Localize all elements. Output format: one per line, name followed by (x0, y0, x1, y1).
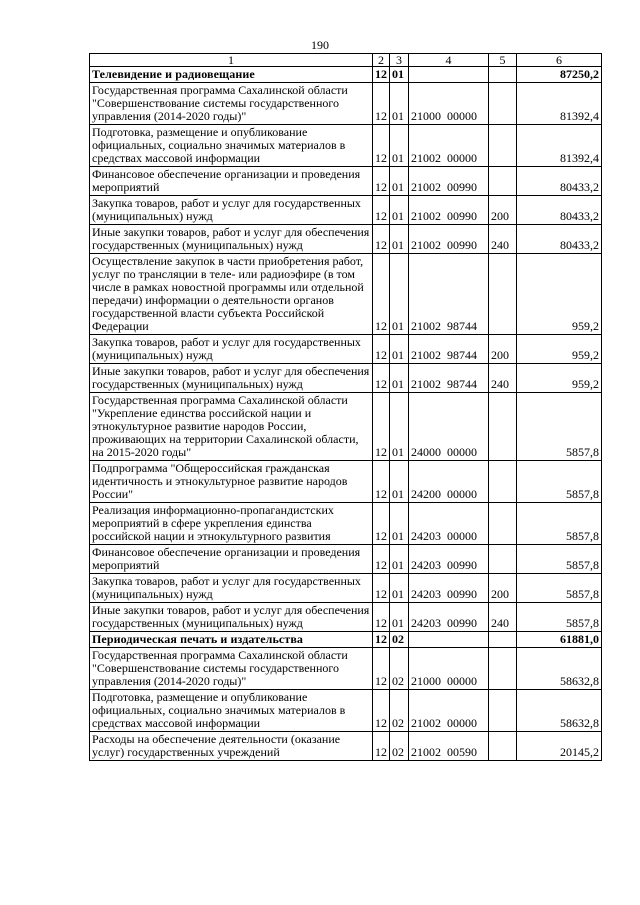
section-code-cell: 12 (373, 364, 390, 393)
amount-cell: 5857,8 (517, 545, 602, 574)
expense-name-cell: Подготовка, размещение и опубликование официальных, социально значимых материалов в средствах массовой информации (90, 690, 373, 732)
column-header-6: 6 (517, 54, 602, 67)
column-header-1: 1 (90, 54, 373, 67)
section-code-cell: 12 (373, 225, 390, 254)
target-article-cell: 21002 00990 (409, 196, 489, 225)
expense-type-cell (489, 125, 517, 167)
target-article-cell: 21002 00990 (409, 167, 489, 196)
table-row (90, 225, 602, 254)
table-row (90, 393, 602, 461)
section-code-cell: 12 (373, 503, 390, 545)
subsection-code-cell: 02 (390, 632, 409, 648)
expense-name-cell: Периодическая печать и издательства (90, 632, 373, 648)
amount-cell: 81392,4 (517, 83, 602, 125)
target-article-cell: 21002 98744 (409, 335, 489, 364)
subsection-code-cell: 01 (390, 545, 409, 574)
expense-type-cell: 240 (489, 225, 517, 254)
subsection-code-cell: 01 (390, 254, 409, 335)
table-row (90, 690, 602, 732)
table-row (90, 461, 602, 503)
table-row (90, 503, 602, 545)
target-article-cell: 21002 00000 (409, 690, 489, 732)
page-number: 190 (311, 38, 329, 52)
expense-type-cell: 200 (489, 574, 517, 603)
target-article-cell: 24200 00000 (409, 461, 489, 503)
section-code-cell: 12 (373, 574, 390, 603)
section-code-cell: 12 (373, 648, 390, 690)
table-row (90, 196, 602, 225)
target-article-cell (409, 632, 489, 648)
target-article-cell: 24203 00990 (409, 603, 489, 632)
table-row (90, 603, 602, 632)
expense-name-cell: Подпрограмма "Общероссийская гражданская идентичность и этнокультурное развитие народов России" (90, 461, 373, 503)
expense-name-cell: Закупка товаров, работ и услуг для государственных (муниципальных) нужд (90, 335, 373, 364)
table-row (90, 125, 602, 167)
amount-cell: 80433,2 (517, 196, 602, 225)
expense-name-cell: Государственная программа Сахалинской области "Совершенствование системы государственного управления (2014-2020 годы)" (90, 83, 373, 125)
table-row (90, 83, 602, 125)
subsection-code-cell: 01 (390, 67, 409, 83)
target-article-cell: 21002 98744 (409, 254, 489, 335)
section-code-cell: 12 (373, 632, 390, 648)
expense-type-cell (489, 632, 517, 648)
section-code-cell: 12 (373, 67, 390, 83)
amount-cell: 5857,8 (517, 503, 602, 545)
expense-name-cell: Государственная программа Сахалинской области "Укрепление единства российской нации и этнокультурное развитие народов России, проживающих на территории Сахалинской области, на 2015-2020 годы" (90, 393, 373, 461)
target-article-cell: 21002 98744 (409, 364, 489, 393)
section-code-cell: 12 (373, 603, 390, 632)
section-code-cell: 12 (373, 196, 390, 225)
subsection-code-cell: 01 (390, 225, 409, 254)
section-code-cell: 12 (373, 335, 390, 364)
section-code-cell: 12 (373, 254, 390, 335)
expense-name-cell: Осуществление закупок в части приобретения работ, услуг по трансляции в теле- или радиоэфире (в том числе в рамках новостной программы или отдельной передачи) информации о деятельности органов государственной власти субъекта Российской Федерации (90, 254, 373, 335)
section-code-cell: 12 (373, 167, 390, 196)
amount-cell: 5857,8 (517, 461, 602, 503)
subsection-code-cell: 01 (390, 196, 409, 225)
expense-name-cell: Иные закупки товаров, работ и услуг для обеспечения государственных (муниципальных) нужд (90, 603, 373, 632)
amount-cell: 5857,8 (517, 603, 602, 632)
subsection-code-cell: 02 (390, 648, 409, 690)
expense-type-cell: 200 (489, 335, 517, 364)
target-article-cell: 21000 00000 (409, 83, 489, 125)
target-article-cell: 21002 00990 (409, 225, 489, 254)
expense-name-cell: Телевидение и радиовещание (90, 67, 373, 83)
column-header-4: 4 (409, 54, 489, 67)
budget-table (89, 53, 602, 761)
expense-type-cell: 240 (489, 364, 517, 393)
table-row (90, 545, 602, 574)
subsection-code-cell: 01 (390, 364, 409, 393)
expense-type-cell (489, 393, 517, 461)
target-article-cell: 24203 00000 (409, 503, 489, 545)
amount-cell: 87250,2 (517, 67, 602, 83)
target-article-cell: 24203 00990 (409, 574, 489, 603)
target-article-cell: 21002 00590 (409, 732, 489, 761)
target-article-cell: 21002 00000 (409, 125, 489, 167)
expense-type-cell (489, 67, 517, 83)
table-row (90, 335, 602, 364)
amount-cell: 20145,2 (517, 732, 602, 761)
subsection-code-cell: 01 (390, 335, 409, 364)
amount-cell: 959,2 (517, 335, 602, 364)
expense-type-cell (489, 83, 517, 125)
target-article-cell: 21000 00000 (409, 648, 489, 690)
section-code-cell: 12 (373, 83, 390, 125)
amount-cell: 61881,0 (517, 632, 602, 648)
table-row (90, 648, 602, 690)
expense-type-cell (489, 690, 517, 732)
amount-cell: 5857,8 (517, 393, 602, 461)
subsection-code-cell: 01 (390, 167, 409, 196)
amount-cell: 58632,8 (517, 690, 602, 732)
expense-type-cell (489, 254, 517, 335)
expense-name-cell: Государственная программа Сахалинской области "Совершенствование системы государственного управления (2014-2020 годы)" (90, 648, 373, 690)
expense-type-cell (489, 167, 517, 196)
section-code-cell: 12 (373, 393, 390, 461)
expense-name-cell: Расходы на обеспечение деятельности (оказание услуг) государственных учреждений (90, 732, 373, 761)
subsection-code-cell: 01 (390, 503, 409, 545)
expense-name-cell: Закупка товаров, работ и услуг для государственных (муниципальных) нужд (90, 196, 373, 225)
expense-type-cell (489, 648, 517, 690)
section-code-cell: 12 (373, 545, 390, 574)
target-article-cell: 24203 00990 (409, 545, 489, 574)
column-header-3: 3 (390, 54, 409, 67)
subsection-code-cell: 02 (390, 690, 409, 732)
section-code-cell: 12 (373, 732, 390, 761)
section-total-row (90, 67, 602, 83)
section-total-row (90, 632, 602, 648)
table-row (90, 732, 602, 761)
expense-name-cell: Подготовка, размещение и опубликование официальных, социально значимых материалов в средствах массовой информации (90, 125, 373, 167)
subsection-code-cell: 01 (390, 603, 409, 632)
subsection-code-cell: 01 (390, 83, 409, 125)
expense-type-cell (489, 461, 517, 503)
amount-cell: 80433,2 (517, 225, 602, 254)
table-row (90, 574, 602, 603)
amount-cell: 58632,8 (517, 648, 602, 690)
section-code-cell: 12 (373, 461, 390, 503)
expense-name-cell: Финансовое обеспечение организации и проведения мероприятий (90, 167, 373, 196)
table-row (90, 254, 602, 335)
column-header-5: 5 (489, 54, 517, 67)
subsection-code-cell: 01 (390, 574, 409, 603)
expense-name-cell: Иные закупки товаров, работ и услуг для обеспечения государственных (муниципальных) нужд (90, 364, 373, 393)
expense-name-cell: Закупка товаров, работ и услуг для государственных (муниципальных) нужд (90, 574, 373, 603)
expense-type-cell: 240 (489, 603, 517, 632)
target-article-cell: 24000 00000 (409, 393, 489, 461)
column-number-row (90, 54, 602, 67)
section-code-cell: 12 (373, 690, 390, 732)
amount-cell: 959,2 (517, 254, 602, 335)
target-article-cell (409, 67, 489, 83)
column-header-2: 2 (373, 54, 390, 67)
amount-cell: 959,2 (517, 364, 602, 393)
subsection-code-cell: 01 (390, 393, 409, 461)
budget-table-body (90, 54, 602, 761)
expense-type-cell (489, 732, 517, 761)
subsection-code-cell: 01 (390, 125, 409, 167)
amount-cell: 81392,4 (517, 125, 602, 167)
section-code-cell: 12 (373, 125, 390, 167)
expense-name-cell: Финансовое обеспечение организации и проведения мероприятий (90, 545, 373, 574)
amount-cell: 5857,8 (517, 574, 602, 603)
subsection-code-cell: 02 (390, 732, 409, 761)
subsection-code-cell: 01 (390, 461, 409, 503)
table-row (90, 167, 602, 196)
table-row (90, 364, 602, 393)
expense-name-cell: Иные закупки товаров, работ и услуг для обеспечения государственных (муниципальных) нужд (90, 225, 373, 254)
expense-type-cell (489, 545, 517, 574)
expense-name-cell: Реализация информационно-пропагандистских мероприятий в сфере укрепления единства российской нации и этнокультурного развития (90, 503, 373, 545)
expense-type-cell: 200 (489, 196, 517, 225)
expense-type-cell (489, 503, 517, 545)
amount-cell: 80433,2 (517, 167, 602, 196)
